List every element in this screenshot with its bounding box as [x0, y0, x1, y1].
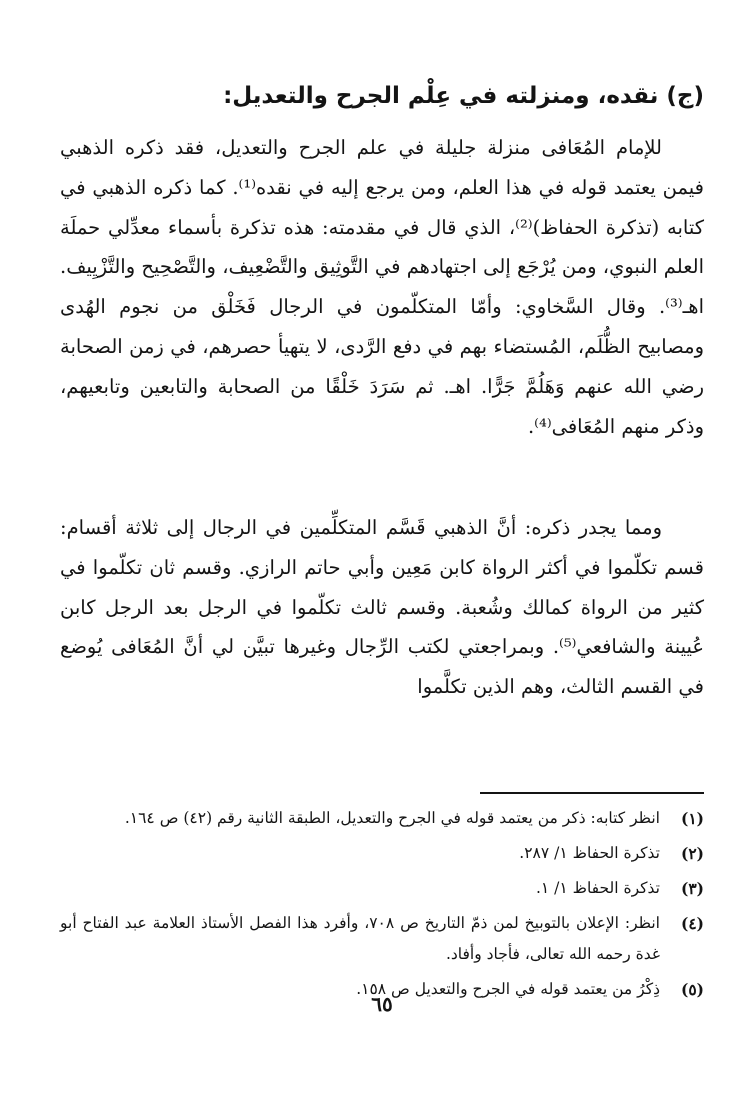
- footnotes: [60, 803, 704, 1009]
- footnote-number: (٢): [680, 844, 704, 863]
- footnote-text: ذِكْرُ من يعتمد قوله في الجرح والتعديل ص ١٥٨.: [356, 980, 660, 998]
- footnote-text: انظر: الإعلان بالتوبيخ لمن ذمّ التاريخ ص ٧٠٨، وأفرد هذا الفصل الأستاذ العلامة عبد الفتاح أبو غدة رحمه الله تعالى، فأجاد وأفاد.: [60, 914, 660, 963]
- footnote-item: [60, 873, 704, 904]
- section-heading: (ج) نقده، ومنزلته في عِلْم الجرح والتعديل:: [223, 83, 704, 109]
- footnote-text: تذكرة الحفاظ ١/ ٢٨٧.: [519, 844, 660, 862]
- footnote-text: تذكرة الحفاظ ١/ ١.: [535, 879, 660, 897]
- body-paragraph-2: ومما يجدر ذكره: أنَّ الذهبي قَسَّم المتكلِّمين في الرجال إلى ثلاثة أقسام: قسم تكلّموا في أكثر الرواة كابن مَعِين وأبي حاتم الرازي. وقسم ثان تكلّموا في كثير من الرواة كمالك وشُعبة. وقسم ثالث تكلّموا في الرجل بعد الرجل كابن عُيينة والشافعي⁽⁵⁾. وبمراجعتي لكتب الرِّجال وغيرها تبيَّن لي أنَّ المُعَافى يُوضع في القسم الثالث، وهم الذين تكلَّموا: [60, 516, 705, 699]
- footnote-number: (٥): [680, 980, 704, 999]
- footnote-number: (٤): [680, 914, 704, 933]
- footnote-text: انظر كتابه: ذكر من يعتمد قوله في الجرح والتعديل، الطبقة الثانية رقم (٤٢) ص ١٦٤.: [124, 809, 660, 827]
- footnote-number: (٣): [680, 879, 704, 898]
- footnote-item: [60, 803, 704, 834]
- body-paragraph-1: للإمام المُعَافى منزلة جليلة في علم الجرح والتعديل، فقد ذكره الذهبي فيمن يعتمد قوله في هذا العلم، ومن يرجع إليه في نقده⁽¹⁾. كما ذكره الذهبي في كتابه (تذكرة الحفاظ)⁽²⁾، الذي قال في مقدمته: هذه تذكرة بأسماء معدِّلي حملَة العلم النبوي، ومن يُرْجَع إلى اجتهادهم في التَّوثِيق والتَّضْعِيف، والتَّصْحِيح والتَّزْيِيف. اهـ⁽³⁾. وقال السَّخاوي: وأمّا المتكلّمون في الرجال فَخَلْق من نجوم الهُدى ومصابيح الظُّلَم، المُستضاء بهم في دفع الرَّدى، لا يتهيأ حصرهم، في زمن الصحابة رضي الله عنهم وَهَلُمَّ جَرًّا. اهـ. ثم سَرَدَ خَلْقًا من الصحابة والتابعين وتابعيهم، وذكر منهم المُعَافى⁽⁴⁾.: [60, 136, 705, 438]
- footnote-item: [60, 908, 704, 970]
- footnote-item: [60, 838, 704, 869]
- footnote-number: (١): [680, 809, 704, 828]
- page-number: ٦٥: [371, 992, 393, 1016]
- footnote-divider: [480, 792, 704, 794]
